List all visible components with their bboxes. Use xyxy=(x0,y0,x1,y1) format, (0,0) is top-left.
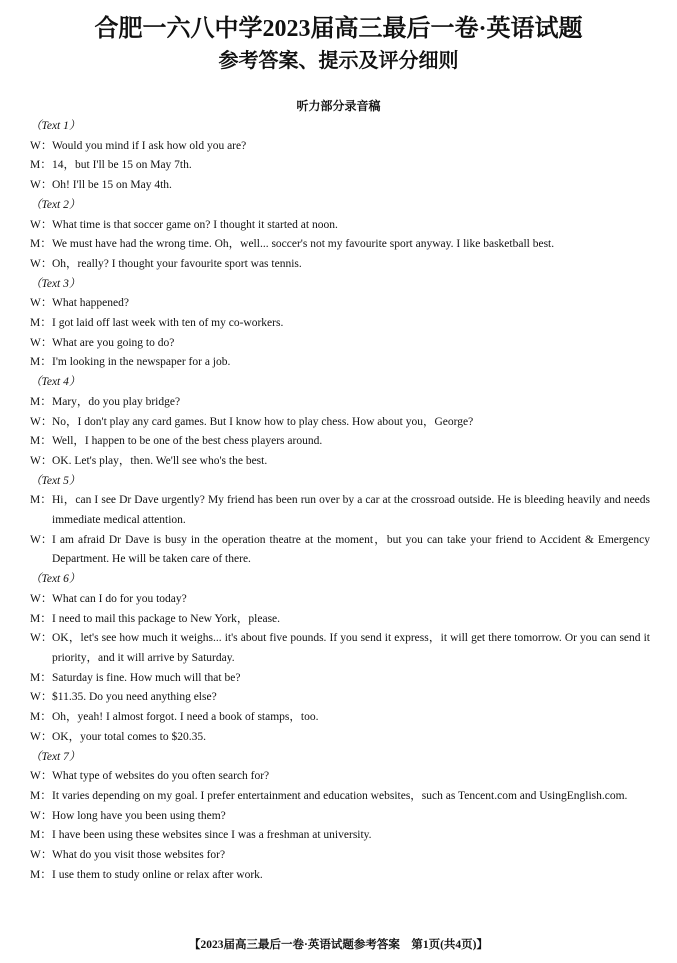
dialogue-text: OK. Let's play，then. We'll see who's the best. xyxy=(52,454,268,467)
page-title: 合肥一六八中学2023届高三最后一卷·英语试题 xyxy=(94,16,583,42)
speaker-label: M： xyxy=(30,435,52,448)
speaker-label: W： xyxy=(30,257,53,270)
speaker-label: W： xyxy=(30,139,53,152)
speaker-label: W： xyxy=(30,730,53,743)
dialogue-line xyxy=(30,294,650,314)
dialogue-line xyxy=(30,452,650,472)
dialogue-text: OK，your total comes to $20.35. xyxy=(52,730,206,743)
dialogue-text: I have been using these websites since I was a freshman at university. xyxy=(52,829,372,842)
dialogue-line xyxy=(30,610,650,630)
dialogue-line xyxy=(30,531,650,570)
dialogue-text: What can I do for you today? xyxy=(52,592,187,605)
text-label: （Text 2） xyxy=(30,198,81,211)
dialogue-text: I got laid off last week with ten of my co-workers. xyxy=(52,317,284,330)
speaker-label: M： xyxy=(30,238,52,251)
dialogue-line xyxy=(30,255,650,275)
dialogue-text: $11.35. Do you need anything else? xyxy=(52,691,217,704)
dialogue-line xyxy=(30,413,650,433)
dialogue-line xyxy=(30,767,650,787)
dialogue-line xyxy=(30,314,650,334)
dialogue-line xyxy=(30,590,650,610)
dialogue-line xyxy=(30,866,650,886)
dialogue-line xyxy=(30,235,650,255)
dialogue-text: It varies depending on my goal. I prefer entertainment and education websites，such as Tencent.com and UsingEnglish.com. xyxy=(52,789,628,802)
speaker-label: M： xyxy=(30,868,52,881)
transcript xyxy=(30,117,650,885)
speaker-label: W： xyxy=(30,632,53,645)
speaker-label: W： xyxy=(30,454,53,467)
speaker-label: W： xyxy=(30,809,53,822)
speaker-label: M： xyxy=(30,356,52,369)
dialogue-text: What time is that soccer game on? I thought it started at noon. xyxy=(52,218,338,231)
dialogue-line xyxy=(30,176,650,196)
dialogue-line xyxy=(30,353,650,373)
dialogue-line xyxy=(30,491,650,530)
dialogue-line xyxy=(30,826,650,846)
dialogue-text: What type of websites do you often search for? xyxy=(52,770,270,783)
speaker-label: M： xyxy=(30,789,52,802)
dialogue-text: Would you mind if I ask how old you are? xyxy=(52,139,247,152)
dialogue-text: Mary，do you play bridge? xyxy=(52,395,181,408)
dialogue-line xyxy=(30,629,650,668)
speaker-label: W： xyxy=(30,770,53,783)
dialogue-text: I need to mail this package to New York，please. xyxy=(52,612,281,625)
page-subtitle: 参考答案、提示及评分细则 xyxy=(218,50,459,72)
page-footer: 【2023届高三最后一卷·英语试题参考答案 第1页(共4页)】 xyxy=(189,939,488,951)
speaker-label: W： xyxy=(30,849,53,862)
dialogue-text: Well，I happen to be one of the best chess players around. xyxy=(52,435,323,448)
dialogue-line xyxy=(30,137,650,157)
dialogue-text: I use them to study online or relax after work. xyxy=(52,868,263,881)
dialogue-line xyxy=(30,669,650,689)
dialogue-text: OK，let's see how much it weighs... it's about five pounds. If you send it express，it will get there tomorrow. Or you can send it priority，and it will arrive by Saturday. xyxy=(52,632,650,664)
dialogue-line xyxy=(30,432,650,452)
speaker-label: W： xyxy=(30,415,53,428)
speaker-label: M： xyxy=(30,829,52,842)
dialogue-line xyxy=(30,334,650,354)
dialogue-text: No，I don't play any card games. But I know how to play chess. How about you，George? xyxy=(52,415,474,428)
dialogue-line xyxy=(30,688,650,708)
text-label: （Text 5） xyxy=(30,474,81,487)
dialogue-text: We must have had the wrong time. Oh，well... soccer's not my favourite sport anyway. I like basketball best. xyxy=(52,238,555,251)
dialogue-text: What do you visit those websites for? xyxy=(52,849,226,862)
dialogue-text: Saturday is fine. How much will that be? xyxy=(52,671,241,684)
speaker-label: M： xyxy=(30,711,52,724)
dialogue-line xyxy=(30,807,650,827)
speaker-label: W： xyxy=(30,336,53,349)
dialogue-line xyxy=(30,393,650,413)
speaker-label: W： xyxy=(30,592,53,605)
text-label: （Text 3） xyxy=(30,277,81,290)
dialogue-text: What are you going to do? xyxy=(52,336,175,349)
dialogue-text: 14，but I'll be 15 on May 7th. xyxy=(52,159,192,172)
speaker-label: W： xyxy=(30,179,53,192)
speaker-label: M： xyxy=(30,317,52,330)
speaker-label: M： xyxy=(30,612,52,625)
text-label: （Text 1） xyxy=(30,120,81,132)
dialogue-text: Oh! I'll be 15 on May 4th. xyxy=(52,179,172,192)
dialogue-line xyxy=(30,846,650,866)
dialogue-text: Hi，can I see Dr Dave urgently? My friend has been run over by a car at the crossroad outside. He is bleeding heavily and needs immediate medical attention. xyxy=(52,494,650,527)
text-label: （Text 4） xyxy=(30,376,81,389)
dialogue-text: I am afraid Dr Dave is busy in the operation theatre at the moment，but you can take your friend to Accident & Emergency Department. He will be taken care of there. xyxy=(52,533,650,566)
dialogue-line xyxy=(30,728,650,748)
speaker-label: M： xyxy=(30,395,52,408)
speaker-label: M： xyxy=(30,159,52,172)
section-title: 听力部分录音稿 xyxy=(296,99,381,113)
dialogue-text: Oh，really? I thought your favourite sport was tennis. xyxy=(52,257,302,270)
dialogue-text: What happened? xyxy=(52,297,129,310)
dialogue-text: How long have you been using them? xyxy=(52,809,226,822)
speaker-label: M： xyxy=(30,671,52,684)
text-label: （Text 7） xyxy=(30,750,81,763)
dialogue-line xyxy=(30,708,650,728)
text-label: （Text 6） xyxy=(30,573,81,586)
dialogue-line xyxy=(30,787,650,807)
dialogue-line xyxy=(30,156,650,176)
speaker-label: W： xyxy=(30,218,53,231)
speaker-label: W： xyxy=(30,691,53,704)
speaker-label: M： xyxy=(30,494,52,507)
dialogue-line xyxy=(30,216,650,236)
dialogue-text: Oh，yeah! I almost forgot. I need a book of stamps，too. xyxy=(52,711,319,724)
speaker-label: W： xyxy=(30,297,53,310)
dialogue-text: I'm looking in the newspaper for a job. xyxy=(52,356,231,369)
speaker-label: W： xyxy=(30,533,53,546)
